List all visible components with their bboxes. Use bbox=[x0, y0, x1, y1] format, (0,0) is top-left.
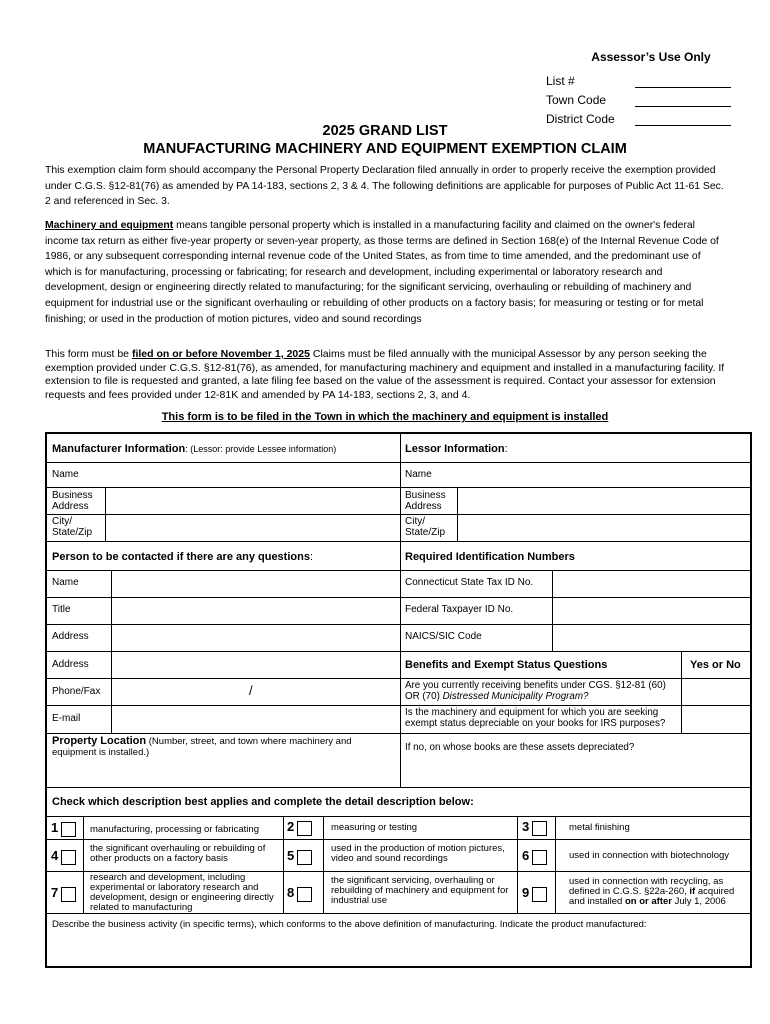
benefits-header: Benefits and Exempt Status Questions bbox=[405, 659, 608, 671]
district-code-label: District Code bbox=[546, 112, 615, 126]
answer-depreciable-field[interactable] bbox=[683, 706, 749, 733]
question-depreciable: Is the machinery and equipment for which you are seeking exempt status depreciable on your books for IRS purposes? bbox=[405, 707, 666, 729]
list-number-row bbox=[546, 69, 731, 88]
contact-title-label: Title bbox=[52, 604, 71, 615]
phone-fax-field[interactable] bbox=[113, 679, 398, 705]
federal-taxpayer-id-field[interactable] bbox=[554, 598, 749, 624]
manufacturer-address-label: Business Address bbox=[52, 490, 93, 512]
option-9-text-post: July 1, 2006 bbox=[671, 896, 726, 907]
answer-benefits-field[interactable] bbox=[683, 679, 749, 705]
option-9-if: if bbox=[689, 886, 696, 897]
rule bbox=[47, 839, 750, 840]
check-header: Check which description best applies and complete the detail description below: bbox=[52, 796, 474, 808]
describe-label: Describe the business activity (in specific terms), which conforms to the above definition of manufacturing. Indicate the product manufactured: bbox=[52, 919, 647, 930]
option-6-checkbox[interactable] bbox=[522, 848, 547, 865]
email-label: E-mail bbox=[52, 713, 81, 724]
checkbox[interactable] bbox=[532, 821, 547, 836]
contact-header bbox=[52, 551, 392, 563]
definition-paragraph bbox=[45, 218, 725, 327]
option-6-number: 6 bbox=[522, 848, 530, 863]
definition-text: means tangible personal property which is installed in a manufacturing facility and claimed on the owner's federal income tax return as either five-year property or seven-year property, as those terms are defined in Section 168(e) of the Internal Revenue Code of 1986, or any subsequent corresponding internal revenue code of the United States, as from time to time amended, and the predominant use of which is for manufacturing, processing or fabricating; for research and development, including experimental or laboratory research and development, design or engineering directly related to manufacturing; for the significant servicing, overhauling or rebuilding of machinery and equipment for industrial use or the significant overhauling or rebuilding of other products on a factory basis; for measuring or testing or for metal finishing; or used in the production of motion pictures, video and sound recordings bbox=[45, 220, 719, 325]
rule bbox=[555, 816, 556, 913]
rule bbox=[517, 816, 518, 913]
option-4-number: 4 bbox=[51, 848, 59, 863]
contact-title-field[interactable] bbox=[113, 598, 398, 624]
option-2-label: measuring or testing bbox=[331, 822, 418, 833]
manufacturer-header bbox=[52, 443, 392, 455]
lessor-header bbox=[405, 443, 745, 455]
option-4-checkbox[interactable] bbox=[51, 848, 76, 865]
lessor-address-field[interactable] bbox=[459, 488, 749, 514]
manufacturer-name-field[interactable] bbox=[107, 463, 397, 487]
deadline-post: Claims must be filed annually with the municipal Assessor by any person seeking the exemption provided under C.G.S. §12-81(76), as amended, for manufacturing machinery and equipment and installed in a manufacturing facility. If extension to file is requested and granted, a late filing fee based on the value of the assessment is required. Contact your assessor for extension requests and fees provided under 12-81K and amended by PA 14-183, sections 2, 3, and 4. bbox=[45, 348, 725, 401]
rule bbox=[400, 733, 750, 734]
intro-paragraph: This exemption claim form should accompany the Personal Property Declaration filed annually in order to properly receive the exemption provided under C.G.S. §12-81(76) as amended by PA 14-183, sections 2, 3 & 4. The following definitions are applicable for purposes of Public Act 11-61 Sec. 2 and referenced in Sec. 3. bbox=[45, 165, 724, 208]
manufacturer-name-label: Name bbox=[52, 469, 79, 480]
lessor-colon: : bbox=[504, 443, 508, 455]
option-7-number: 7 bbox=[51, 885, 59, 900]
location-title: Property Location bbox=[52, 735, 147, 747]
rule bbox=[552, 570, 553, 651]
federal-taxpayer-id-label: Federal Taxpayer ID No. bbox=[405, 604, 514, 615]
option-7-checkbox[interactable] bbox=[51, 885, 76, 902]
lessor-name-label: Name bbox=[405, 469, 432, 480]
checkbox[interactable] bbox=[61, 822, 76, 837]
contact-name-label: Name bbox=[52, 577, 79, 588]
question-benefits-text: Are you currently receiving benefits under CGS. §12-81 (60) OR (70) bbox=[405, 680, 666, 702]
lessor-address-label: Business Address bbox=[405, 490, 446, 512]
assessor-title: Assessor’s Use Only bbox=[591, 50, 711, 64]
option-1-label: manufacturing, processing or fabricating bbox=[90, 824, 259, 835]
option-8-number: 8 bbox=[287, 885, 295, 900]
ids-header: Required Identification Numbers bbox=[405, 551, 575, 563]
phone-fax-separator: / bbox=[249, 683, 253, 698]
option-7-label: research and development, including experimental or laboratory research and development, design or engineering directly related to manufacturing bbox=[90, 872, 274, 913]
list-number-label: List # bbox=[546, 74, 575, 88]
form-title bbox=[0, 122, 770, 158]
filed-note: This form is to be filed in the Town in which the machinery and equipment is installed bbox=[161, 411, 609, 423]
email-field[interactable] bbox=[113, 706, 398, 733]
option-9-text-mid: acquired and installed bbox=[569, 886, 735, 907]
manufacturer-address-field[interactable] bbox=[107, 488, 397, 514]
town-code-label: Town Code bbox=[546, 93, 607, 107]
answer-whose-books-field[interactable] bbox=[403, 756, 749, 786]
option-9-on-or-after: on or after bbox=[624, 896, 672, 907]
option-9-number: 9 bbox=[522, 885, 530, 900]
option-5-label: used in the production of motion pictures, video and sound recordings bbox=[331, 843, 505, 864]
option-9-text: used in connection with recycling, as defined in C.G.S. §22a-260, bbox=[569, 876, 724, 897]
rule bbox=[47, 787, 750, 788]
rule bbox=[323, 816, 324, 913]
option-5-checkbox[interactable] bbox=[287, 848, 312, 865]
lessor-city-label: City/ State/Zip bbox=[405, 516, 446, 538]
property-location-field[interactable] bbox=[52, 759, 397, 786]
manufacturer-city-field[interactable] bbox=[107, 515, 397, 541]
lessor-city-field[interactable] bbox=[459, 515, 749, 541]
lessor-name-field[interactable] bbox=[459, 463, 749, 487]
option-4-label: the significant overhauling or rebuilding of other products on a factory basis bbox=[90, 843, 266, 864]
option-8-checkbox[interactable] bbox=[287, 885, 312, 902]
option-8-label: the significant servicing, overhauling or rebuilding of machinery and equipment for industrial use bbox=[331, 875, 509, 906]
contact-name-field[interactable] bbox=[113, 571, 398, 597]
rule bbox=[47, 913, 750, 914]
contact-address-field[interactable] bbox=[113, 625, 398, 651]
lessor-title: Lessor Information bbox=[405, 443, 505, 455]
option-9-label bbox=[569, 877, 749, 907]
contact-colon: : bbox=[309, 551, 314, 563]
deadline-paragraph bbox=[45, 348, 725, 402]
title-claim: MANUFACTURING MACHINERY AND EQUIPMENT EXEMPTION CLAIM bbox=[143, 141, 627, 157]
checkbox[interactable] bbox=[532, 850, 547, 865]
option-3-number: 3 bbox=[522, 819, 530, 834]
checkbox[interactable] bbox=[297, 821, 312, 836]
contact-address2-label: Address bbox=[52, 659, 89, 670]
deadline-pre: This form must be bbox=[45, 348, 132, 360]
contact-address-label: Address bbox=[52, 631, 89, 642]
option-1-checkbox[interactable] bbox=[51, 820, 76, 837]
contact-address2-field[interactable] bbox=[113, 652, 398, 678]
rule bbox=[83, 816, 84, 913]
option-3-label: metal finishing bbox=[569, 822, 630, 833]
exemption-form bbox=[45, 432, 752, 968]
describe-field[interactable] bbox=[50, 932, 748, 965]
checkbox[interactable] bbox=[297, 887, 312, 902]
yes-no-header: Yes or No bbox=[690, 659, 741, 671]
rule bbox=[47, 816, 750, 817]
rule bbox=[47, 733, 400, 734]
assessor-use-block bbox=[546, 50, 731, 126]
rule bbox=[681, 651, 682, 678]
contact-title: Person to be contacted if there are any questions bbox=[52, 551, 310, 563]
rule bbox=[47, 541, 750, 542]
state-tax-id-field[interactable] bbox=[554, 571, 749, 597]
option-1-number: 1 bbox=[51, 820, 59, 835]
manufacturer-city-label: City/ State/Zip bbox=[52, 516, 93, 538]
option-3-checkbox[interactable] bbox=[522, 819, 547, 836]
list-number-field[interactable] bbox=[635, 74, 731, 88]
question-whose-books: If no, on whose books are these assets depreciated? bbox=[405, 742, 635, 753]
property-location bbox=[52, 736, 394, 758]
checkbox[interactable] bbox=[532, 887, 547, 902]
option-2-number: 2 bbox=[287, 819, 295, 834]
naics-label: NAICS/SIC Code bbox=[405, 631, 482, 642]
definition-term: Machinery and equipment bbox=[45, 220, 174, 231]
option-2-checkbox[interactable] bbox=[287, 819, 312, 836]
manufacturer-note: : (Lessor: provide Lessee information) bbox=[185, 444, 337, 454]
question-benefits-italic: Distressed Municipality Program? bbox=[442, 691, 589, 702]
phone-fax-label: Phone/Fax bbox=[52, 686, 101, 697]
state-tax-id-label: Connecticut State Tax ID No. bbox=[405, 577, 534, 588]
rule bbox=[283, 816, 284, 913]
question-benefits bbox=[405, 680, 679, 702]
option-9-checkbox[interactable] bbox=[522, 885, 547, 902]
deadline-date: filed on or before November 1, 2025 bbox=[131, 348, 310, 360]
checkbox[interactable] bbox=[61, 887, 76, 902]
manufacturer-title: Manufacturer Information bbox=[52, 443, 186, 455]
title-grand-list: 2025 GRAND LIST bbox=[322, 123, 448, 139]
option-6-label: used in connection with biotechnology bbox=[569, 850, 730, 861]
location-note: (Number, street, and town where machinery and equipment is installed.) bbox=[52, 736, 352, 758]
checkbox[interactable] bbox=[297, 850, 312, 865]
town-code-row bbox=[546, 88, 731, 107]
naics-field[interactable] bbox=[554, 625, 749, 651]
option-5-number: 5 bbox=[287, 848, 295, 863]
checkbox[interactable] bbox=[61, 850, 76, 865]
town-code-field[interactable] bbox=[635, 93, 731, 107]
